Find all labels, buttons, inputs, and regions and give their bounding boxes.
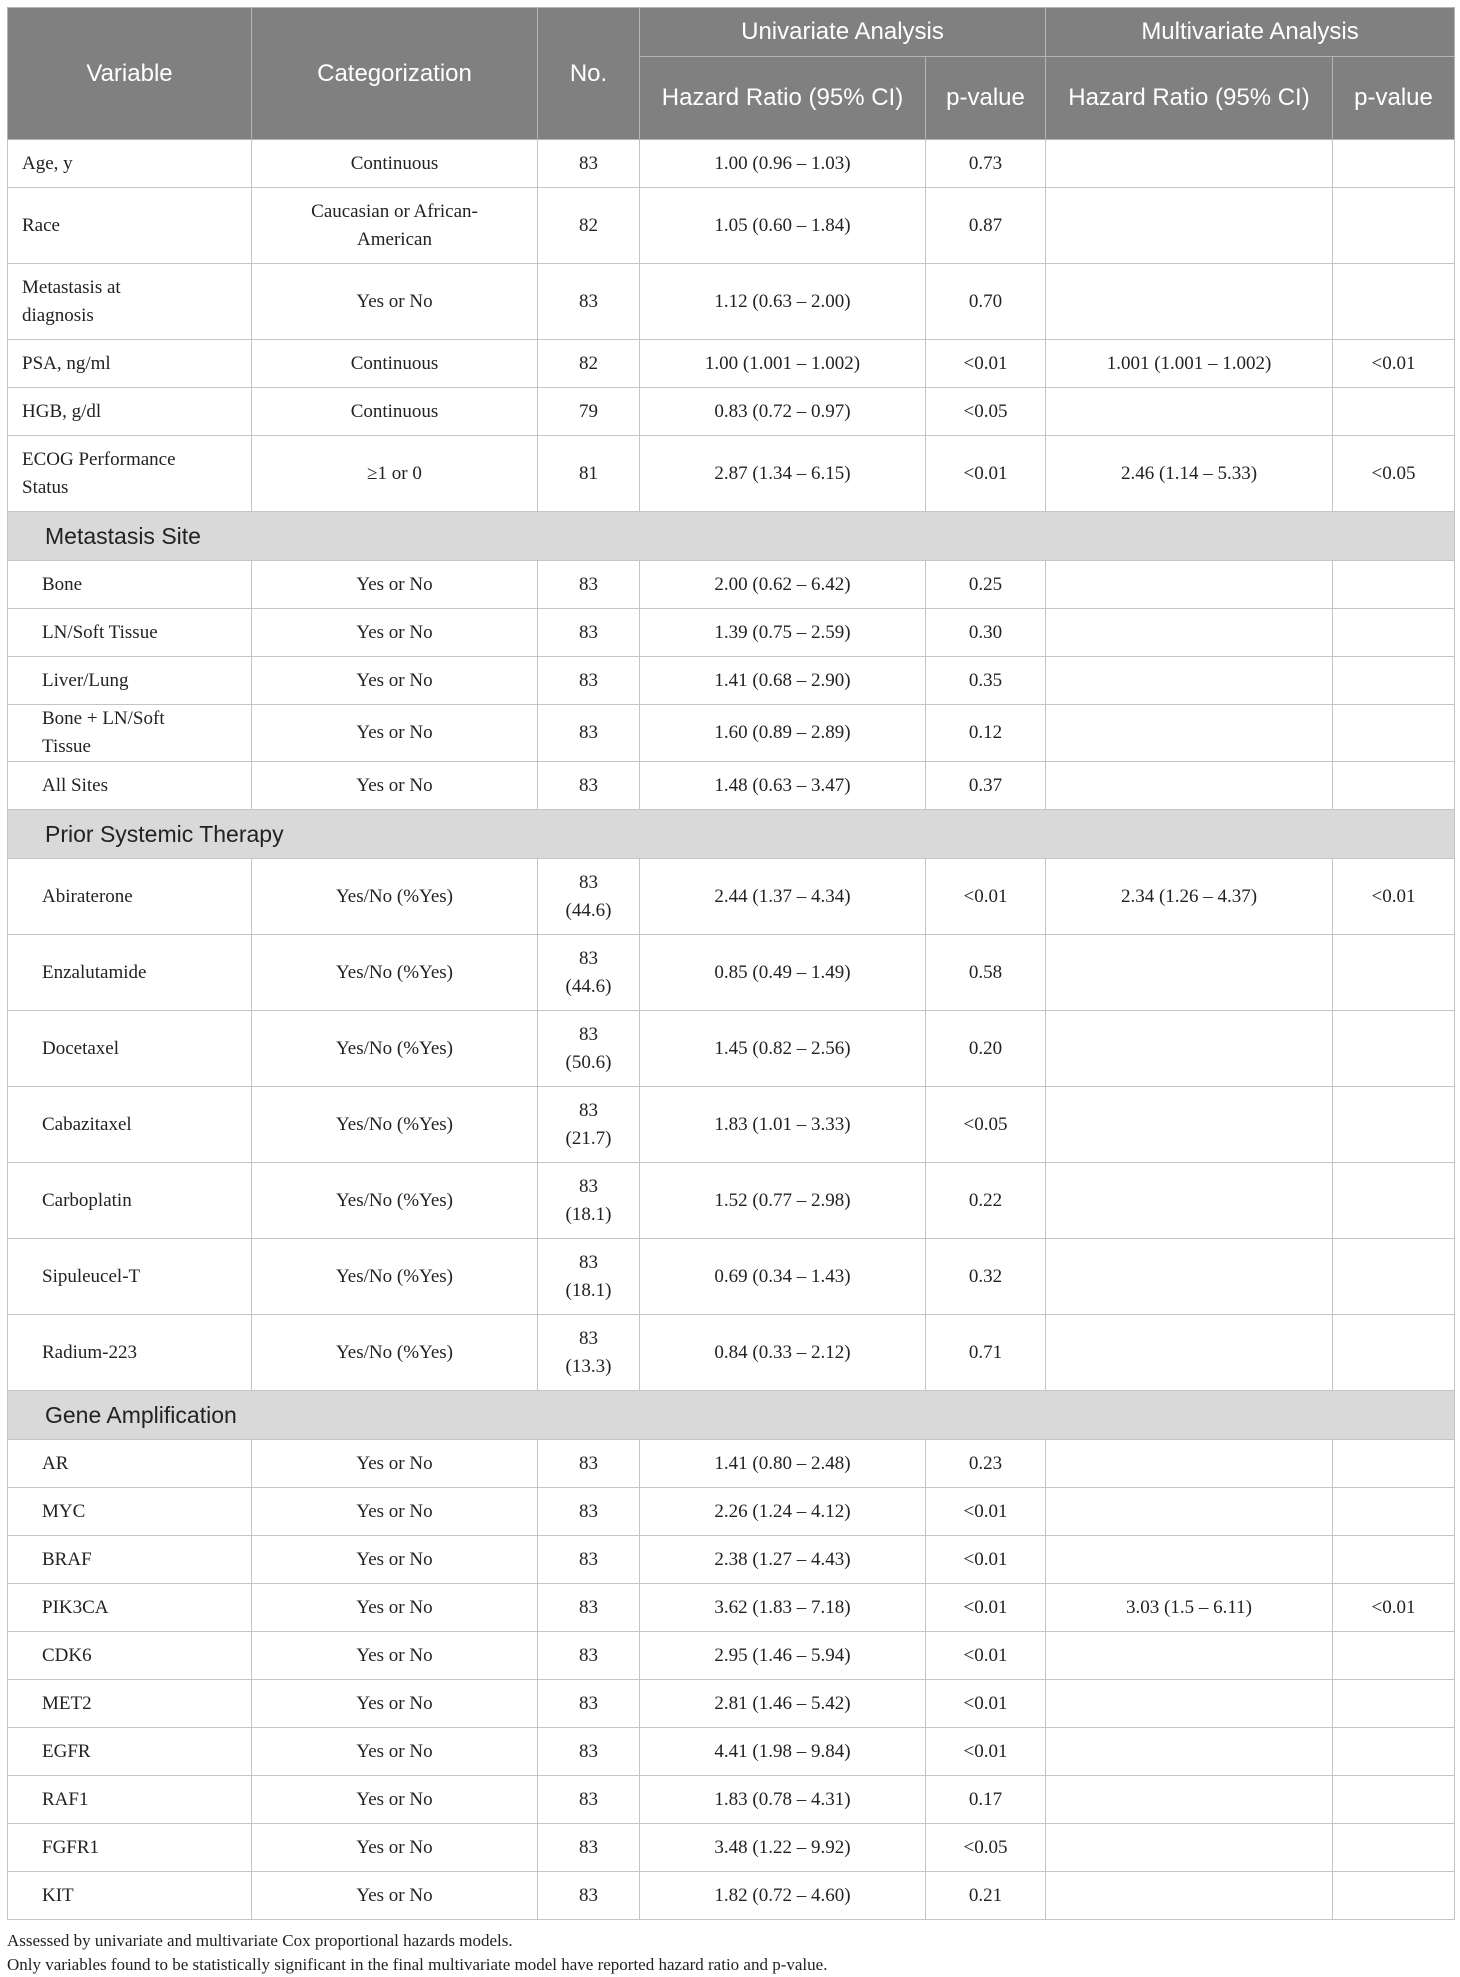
no-cell: 83: [538, 657, 640, 705]
variable-cell: Cabazitaxel: [8, 1087, 252, 1163]
multivariate-p-cell: [1333, 188, 1455, 264]
categorization-cell: Yes/No (%Yes): [252, 1163, 538, 1239]
multivariate-p-cell: [1333, 1087, 1455, 1163]
categorization-cell: Yes or No: [252, 1488, 538, 1536]
no-cell: 83: [538, 1488, 640, 1536]
header-uni-p: p-value: [926, 57, 1046, 140]
section-header-row: [8, 1391, 1455, 1440]
table-row: [8, 1163, 1455, 1239]
categorization-cell: Yes or No: [252, 762, 538, 810]
table-row: [8, 140, 1455, 188]
variable-cell: FGFR1: [8, 1824, 252, 1872]
univariate-p-cell: <0.01: [926, 1632, 1046, 1680]
variable-cell: Radium-223: [8, 1315, 252, 1391]
multivariate-p-cell: [1333, 264, 1455, 340]
multivariate-hr-cell: [1046, 1536, 1333, 1584]
univariate-p-cell: 0.58: [926, 935, 1046, 1011]
univariate-hr-cell: 3.48 (1.22 – 9.92): [640, 1824, 926, 1872]
multivariate-hr-cell: [1046, 1824, 1333, 1872]
univariate-hr-cell: 4.41 (1.98 – 9.84): [640, 1728, 926, 1776]
multivariate-p-cell: [1333, 140, 1455, 188]
multivariate-hr-cell: [1046, 935, 1333, 1011]
univariate-p-cell: <0.01: [926, 1680, 1046, 1728]
univariate-hr-cell: 1.48 (0.63 – 3.47): [640, 762, 926, 810]
univariate-p-cell: <0.05: [926, 388, 1046, 436]
univariate-hr-cell: 1.41 (0.68 – 2.90): [640, 657, 926, 705]
multivariate-hr-cell: [1046, 561, 1333, 609]
multivariate-p-cell: [1333, 762, 1455, 810]
no-cell: 83: [538, 1824, 640, 1872]
multivariate-hr-cell: [1046, 1087, 1333, 1163]
no-cell: 79: [538, 388, 640, 436]
univariate-p-cell: 0.70: [926, 264, 1046, 340]
table-row: [8, 1632, 1455, 1680]
categorization-cell: Continuous: [252, 140, 538, 188]
univariate-p-cell: 0.30: [926, 609, 1046, 657]
multivariate-p-cell: <0.01: [1333, 859, 1455, 935]
univariate-p-cell: <0.05: [926, 1824, 1046, 1872]
univariate-p-cell: 0.25: [926, 561, 1046, 609]
multivariate-hr-cell: 2.46 (1.14 – 5.33): [1046, 436, 1333, 512]
multivariate-p-cell: [1333, 1163, 1455, 1239]
no-cell: 83: [538, 609, 640, 657]
categorization-cell: Yes/No (%Yes): [252, 1087, 538, 1163]
multivariate-hr-cell: [1046, 1488, 1333, 1536]
table-row: [8, 859, 1455, 935]
variable-cell: Sipuleucel-T: [8, 1239, 252, 1315]
table-row: [8, 1584, 1455, 1632]
univariate-hr-cell: 2.87 (1.34 – 6.15): [640, 436, 926, 512]
multivariate-p-cell: [1333, 705, 1455, 762]
multivariate-hr-cell: [1046, 1872, 1333, 1920]
categorization-cell: ≥1 or 0: [252, 436, 538, 512]
no-cell: 83 (13.3): [538, 1315, 640, 1391]
categorization-cell: Yes/No (%Yes): [252, 859, 538, 935]
no-cell: 82: [538, 340, 640, 388]
variable-cell: Bone: [8, 561, 252, 609]
univariate-p-cell: <0.01: [926, 340, 1046, 388]
univariate-hr-cell: 1.83 (1.01 – 3.33): [640, 1087, 926, 1163]
univariate-p-cell: 0.20: [926, 1011, 1046, 1087]
multivariate-hr-cell: [1046, 1011, 1333, 1087]
header-categorization: Categorization: [252, 8, 538, 140]
categorization-cell: Yes or No: [252, 1440, 538, 1488]
variable-cell: BRAF: [8, 1536, 252, 1584]
variable-cell: EGFR: [8, 1728, 252, 1776]
table-row: [8, 1440, 1455, 1488]
categorization-cell: Yes or No: [252, 1824, 538, 1872]
variable-cell: Docetaxel: [8, 1011, 252, 1087]
table-row: [8, 1728, 1455, 1776]
no-cell: 83: [538, 1776, 640, 1824]
no-cell: 83 (18.1): [538, 1163, 640, 1239]
multivariate-hr-cell: [1046, 188, 1333, 264]
categorization-cell: Yes or No: [252, 1872, 538, 1920]
categorization-cell: Yes/No (%Yes): [252, 1315, 538, 1391]
univariate-hr-cell: 1.05 (0.60 – 1.84): [640, 188, 926, 264]
univariate-p-cell: 0.71: [926, 1315, 1046, 1391]
table-row: [8, 609, 1455, 657]
table-row: [8, 935, 1455, 1011]
header-row-top: [8, 8, 1455, 57]
table-container: [7, 7, 1454, 1977]
univariate-p-cell: <0.05: [926, 1087, 1046, 1163]
univariate-hr-cell: 1.39 (0.75 – 2.59): [640, 609, 926, 657]
header-uni-hr: Hazard Ratio (95% CI): [640, 57, 926, 140]
categorization-cell: Yes or No: [252, 1680, 538, 1728]
multivariate-hr-cell: [1046, 1239, 1333, 1315]
no-cell: 83: [538, 1536, 640, 1584]
no-cell: 83: [538, 1680, 640, 1728]
variable-cell: Bone + LN/Soft Tissue: [8, 705, 252, 762]
variable-cell: MET2: [8, 1680, 252, 1728]
categorization-cell: Yes or No: [252, 609, 538, 657]
no-cell: 83: [538, 762, 640, 810]
univariate-p-cell: 0.73: [926, 140, 1046, 188]
no-cell: 83 (44.6): [538, 935, 640, 1011]
categorization-cell: Yes or No: [252, 1632, 538, 1680]
no-cell: 83 (18.1): [538, 1239, 640, 1315]
section-title: Metastasis Site: [8, 512, 1455, 561]
header-univariate: Univariate Analysis: [640, 8, 1046, 57]
table-row: [8, 436, 1455, 512]
footnote-1: Assessed by univariate and multivariate Cox proportional hazards models.: [7, 1931, 513, 1950]
univariate-p-cell: 0.21: [926, 1872, 1046, 1920]
univariate-hr-cell: 0.83 (0.72 – 0.97): [640, 388, 926, 436]
multivariate-hr-cell: 3.03 (1.5 – 6.11): [1046, 1584, 1333, 1632]
variable-cell: Race: [8, 188, 252, 264]
multivariate-p-cell: <0.05: [1333, 436, 1455, 512]
multivariate-p-cell: [1333, 1440, 1455, 1488]
variable-cell: All Sites: [8, 762, 252, 810]
table-row: [8, 1239, 1455, 1315]
multivariate-p-cell: [1333, 561, 1455, 609]
multivariate-hr-cell: 1.001 (1.001 – 1.002): [1046, 340, 1333, 388]
multivariate-hr-cell: [1046, 1680, 1333, 1728]
univariate-hr-cell: 1.83 (0.78 – 4.31): [640, 1776, 926, 1824]
multivariate-p-cell: <0.01: [1333, 340, 1455, 388]
variable-cell: KIT: [8, 1872, 252, 1920]
multivariate-p-cell: [1333, 1632, 1455, 1680]
no-cell: 83: [538, 140, 640, 188]
categorization-cell: Continuous: [252, 388, 538, 436]
multivariate-p-cell: [1333, 1315, 1455, 1391]
univariate-hr-cell: 0.69 (0.34 – 1.43): [640, 1239, 926, 1315]
univariate-p-cell: 0.87: [926, 188, 1046, 264]
univariate-p-cell: 0.22: [926, 1163, 1046, 1239]
hazard-ratio-table: [7, 7, 1455, 1920]
multivariate-p-cell: [1333, 1728, 1455, 1776]
univariate-p-cell: 0.32: [926, 1239, 1046, 1315]
multivariate-p-cell: <0.01: [1333, 1584, 1455, 1632]
univariate-p-cell: <0.01: [926, 436, 1046, 512]
multivariate-hr-cell: [1046, 657, 1333, 705]
header-variable: Variable: [8, 8, 252, 140]
univariate-hr-cell: 2.00 (0.62 – 6.42): [640, 561, 926, 609]
table-row: [8, 657, 1455, 705]
variable-cell: LN/Soft Tissue: [8, 609, 252, 657]
categorization-cell: Yes or No: [252, 657, 538, 705]
multivariate-hr-cell: [1046, 1440, 1333, 1488]
table-row: [8, 1087, 1455, 1163]
univariate-p-cell: 0.37: [926, 762, 1046, 810]
multivariate-hr-cell: [1046, 609, 1333, 657]
variable-cell: HGB, g/dl: [8, 388, 252, 436]
variable-cell: Enzalutamide: [8, 935, 252, 1011]
univariate-p-cell: 0.35: [926, 657, 1046, 705]
multivariate-hr-cell: [1046, 1163, 1333, 1239]
table-row: [8, 561, 1455, 609]
multivariate-p-cell: [1333, 657, 1455, 705]
univariate-hr-cell: 1.82 (0.72 – 4.60): [640, 1872, 926, 1920]
table-row: [8, 388, 1455, 436]
no-cell: 83: [538, 1728, 640, 1776]
section-title: Gene Amplification: [8, 1391, 1455, 1440]
table-row: [8, 1776, 1455, 1824]
no-cell: 83: [538, 1872, 640, 1920]
univariate-p-cell: <0.01: [926, 1728, 1046, 1776]
table-row: [8, 1680, 1455, 1728]
univariate-hr-cell: 0.85 (0.49 – 1.49): [640, 935, 926, 1011]
univariate-hr-cell: 1.12 (0.63 – 2.00): [640, 264, 926, 340]
univariate-p-cell: <0.01: [926, 1488, 1046, 1536]
footnotes: [7, 1929, 1454, 1977]
multivariate-hr-cell: [1046, 140, 1333, 188]
categorization-cell: Yes/No (%Yes): [252, 1011, 538, 1087]
categorization-cell: Yes or No: [252, 705, 538, 762]
multivariate-p-cell: [1333, 935, 1455, 1011]
multivariate-hr-cell: [1046, 762, 1333, 810]
multivariate-p-cell: [1333, 1872, 1455, 1920]
univariate-hr-cell: 2.95 (1.46 – 5.94): [640, 1632, 926, 1680]
univariate-p-cell: 0.17: [926, 1776, 1046, 1824]
univariate-hr-cell: 1.00 (1.001 – 1.002): [640, 340, 926, 388]
categorization-cell: Yes or No: [252, 264, 538, 340]
univariate-p-cell: 0.23: [926, 1440, 1046, 1488]
variable-cell: Metastasis at diagnosis: [8, 264, 252, 340]
variable-cell: RAF1: [8, 1776, 252, 1824]
table-row: [8, 188, 1455, 264]
table-row: [8, 1315, 1455, 1391]
multivariate-hr-cell: [1046, 1315, 1333, 1391]
header-multi-p: p-value: [1333, 57, 1455, 140]
variable-cell: AR: [8, 1440, 252, 1488]
univariate-p-cell: <0.01: [926, 1536, 1046, 1584]
variable-cell: PIK3CA: [8, 1584, 252, 1632]
univariate-p-cell: 0.12: [926, 705, 1046, 762]
no-cell: 83: [538, 705, 640, 762]
univariate-hr-cell: 2.26 (1.24 – 4.12): [640, 1488, 926, 1536]
univariate-hr-cell: 2.44 (1.37 – 4.34): [640, 859, 926, 935]
univariate-hr-cell: 1.52 (0.77 – 2.98): [640, 1163, 926, 1239]
univariate-hr-cell: 1.41 (0.80 – 2.48): [640, 1440, 926, 1488]
multivariate-p-cell: [1333, 1011, 1455, 1087]
categorization-cell: Continuous: [252, 340, 538, 388]
multivariate-p-cell: [1333, 388, 1455, 436]
section-header-row: [8, 810, 1455, 859]
multivariate-p-cell: [1333, 609, 1455, 657]
multivariate-hr-cell: [1046, 705, 1333, 762]
table-row: [8, 1011, 1455, 1087]
multivariate-hr-cell: 2.34 (1.26 – 4.37): [1046, 859, 1333, 935]
section-header-row: [8, 512, 1455, 561]
categorization-cell: Yes or No: [252, 1776, 538, 1824]
footnote-2: Only variables found to be statistically significant in the final multivariate model have reported hazard ratio and p-value.: [7, 1955, 828, 1974]
multivariate-p-cell: [1333, 1536, 1455, 1584]
multivariate-p-cell: [1333, 1239, 1455, 1315]
table-row: [8, 1872, 1455, 1920]
univariate-p-cell: <0.01: [926, 1584, 1046, 1632]
multivariate-hr-cell: [1046, 264, 1333, 340]
variable-cell: Carboplatin: [8, 1163, 252, 1239]
header-multi-hr: Hazard Ratio (95% CI): [1046, 57, 1333, 140]
table-row: [8, 762, 1455, 810]
multivariate-hr-cell: [1046, 1776, 1333, 1824]
univariate-hr-cell: 1.45 (0.82 – 2.56): [640, 1011, 926, 1087]
no-cell: 81: [538, 436, 640, 512]
table-row: [8, 1536, 1455, 1584]
header-no: No.: [538, 8, 640, 140]
categorization-cell: Yes/No (%Yes): [252, 1239, 538, 1315]
categorization-cell: Yes or No: [252, 1536, 538, 1584]
multivariate-p-cell: [1333, 1776, 1455, 1824]
univariate-hr-cell: 1.60 (0.89 – 2.89): [640, 705, 926, 762]
table-row: [8, 1488, 1455, 1536]
no-cell: 82: [538, 188, 640, 264]
header-multivariate: Multivariate Analysis: [1046, 8, 1455, 57]
table-row: [8, 705, 1455, 762]
no-cell: 83: [538, 1440, 640, 1488]
multivariate-hr-cell: [1046, 1728, 1333, 1776]
multivariate-p-cell: [1333, 1824, 1455, 1872]
table-row: [8, 340, 1455, 388]
categorization-cell: Yes or No: [252, 1728, 538, 1776]
variable-cell: Liver/Lung: [8, 657, 252, 705]
univariate-hr-cell: 1.00 (0.96 – 1.03): [640, 140, 926, 188]
no-cell: 83: [538, 561, 640, 609]
no-cell: 83 (44.6): [538, 859, 640, 935]
variable-cell: ECOG Performance Status: [8, 436, 252, 512]
no-cell: 83: [538, 1584, 640, 1632]
variable-cell: CDK6: [8, 1632, 252, 1680]
variable-cell: PSA, ng/ml: [8, 340, 252, 388]
table-row: [8, 264, 1455, 340]
multivariate-hr-cell: [1046, 1632, 1333, 1680]
multivariate-p-cell: [1333, 1488, 1455, 1536]
univariate-hr-cell: 2.81 (1.46 – 5.42): [640, 1680, 926, 1728]
table-body: [8, 140, 1455, 1920]
no-cell: 83 (21.7): [538, 1087, 640, 1163]
categorization-cell: Yes or No: [252, 1584, 538, 1632]
variable-cell: Abiraterone: [8, 859, 252, 935]
no-cell: 83 (50.6): [538, 1011, 640, 1087]
categorization-cell: Yes or No: [252, 561, 538, 609]
no-cell: 83: [538, 1632, 640, 1680]
multivariate-p-cell: [1333, 1680, 1455, 1728]
categorization-cell: Yes/No (%Yes): [252, 935, 538, 1011]
univariate-hr-cell: 2.38 (1.27 – 4.43): [640, 1536, 926, 1584]
variable-cell: MYC: [8, 1488, 252, 1536]
multivariate-hr-cell: [1046, 388, 1333, 436]
variable-cell: Age, y: [8, 140, 252, 188]
univariate-p-cell: <0.01: [926, 859, 1046, 935]
univariate-hr-cell: 0.84 (0.33 – 2.12): [640, 1315, 926, 1391]
table-row: [8, 1824, 1455, 1872]
categorization-cell: Caucasian or African-American: [252, 188, 538, 264]
no-cell: 83: [538, 264, 640, 340]
section-title: Prior Systemic Therapy: [8, 810, 1455, 859]
univariate-hr-cell: 3.62 (1.83 – 7.18): [640, 1584, 926, 1632]
